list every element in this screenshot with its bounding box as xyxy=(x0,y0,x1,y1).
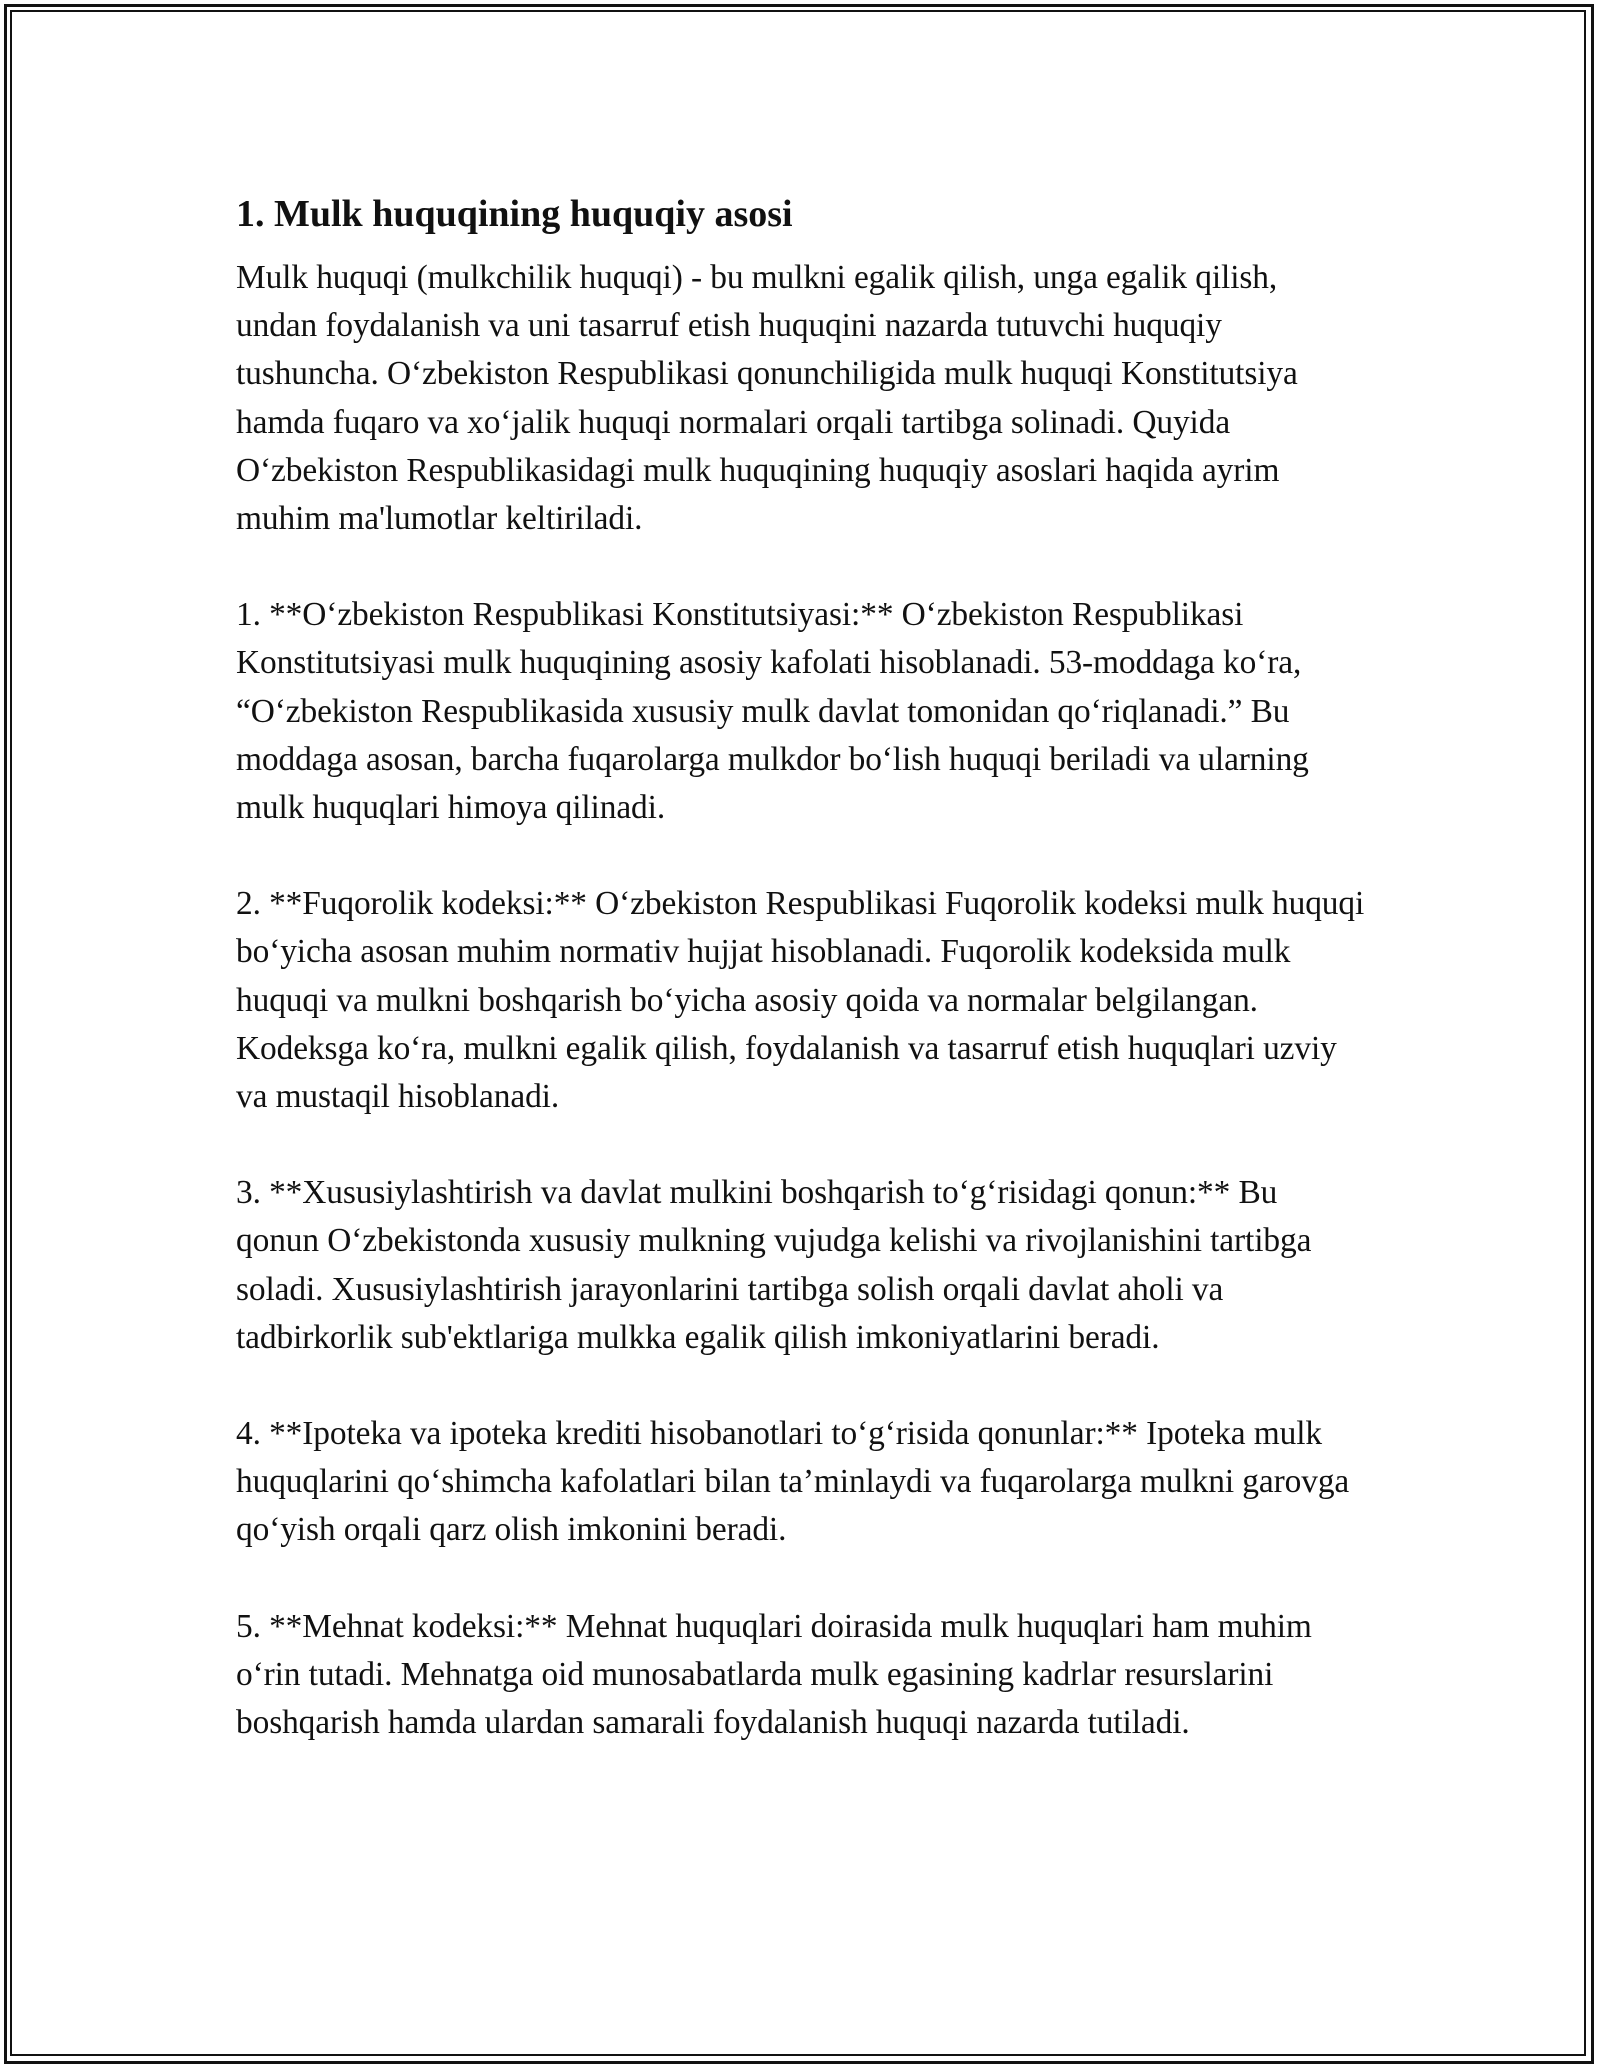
document-body xyxy=(236,186,1366,1795)
list-item-privatization-law: 3. **Xususiylashtirish va davlat mulkini boshqarish to‘g‘risidagi qonun:** Bu qonun O‘zbekistonda xususiy mulkning vujudga kelishi va rivojlanishini tartibga soladi. Xususiylashtirish jarayonlarini tartibga solish orqali davlat aholi va tadbirkorlik sub'ektlariga mulkka egalik qilish imkoniyatlarini beradi. xyxy=(236,1174,1312,1356)
intro-paragraph: Mulk huquqi (mulkchilik huquqi) - bu mulkni egalik qilish, unga egalik qilish, undan foydalanish va uni tasarruf etish huquqini nazarda tutuvchi huquqiy tushuncha. O‘zbekiston Respublikasi qonunchiligida mulk huquqi Konstitutsiya hamda fuqaro va xo‘jalik huquqi normalari orqali tartibga solinadi. Quyida O‘zbekiston Respublikasidagi mulk huquqining huquqiy asoslari haqida ayrim muhim ma'lumotlar keltiriladi. xyxy=(236,259,1298,538)
list-item-constitution: 1. **O‘zbekiston Respublikasi Konstitutsiyasi:** O‘zbekiston Respublikasi Konstitutsiyasi mulk huquqining asosiy kafolati hisoblanadi. 53-moddaga ko‘ra, “O‘zbekiston Respublikasida xususiy mulk davlat tomonidan qo‘riqlanadi.” Bu moddaga asosan, barcha fuqarolarga mulkdor bo‘lish huquqi beriladi va ularning mulk huquqlari himoya qilinadi. xyxy=(236,596,1309,827)
list-item-labor-code: 5. **Mehnat kodeksi:** Mehnat huquqlari doirasida mulk huquqlari ham muhim o‘rin tutadi. Mehnatga oid munosabatlarda mulk egasining kadrlar resurslarini boshqarish hamda ulardan samarali foydalanish huquqi nazarda tutiladi. xyxy=(236,1607,1312,1742)
list-item-civil-code: 2. **Fuqorolik kodeksi:** O‘zbekiston Respublikasi Fuqorolik kodeksi mulk huquqi bo‘yicha asosan muhim normativ hujjat hisoblanadi. Fuqorolik kodeksida mulk huquqi va mulkni boshqarish bo‘yicha asosiy qoida va normalar belgilangan. Kodeksga ko‘ra, mulkni egalik qilish, foydalanish va tasarruf etish huquqlari uzviy va mustaqil hisoblanadi. xyxy=(236,885,1365,1116)
document-title: 1. Mulk huquqining huquqiy asosi xyxy=(236,193,793,235)
list-item-mortgage-laws: 4. **Ipoteka va ipoteka krediti hisobanotlari to‘g‘risida qonunlar:** Ipoteka mulk huquqlarini qo‘shimcha kafolatlari bilan ta’minlaydi va fuqarolarga mulkni garovga qo‘yish orqali qarz olish imkonini beradi. xyxy=(236,1415,1350,1549)
